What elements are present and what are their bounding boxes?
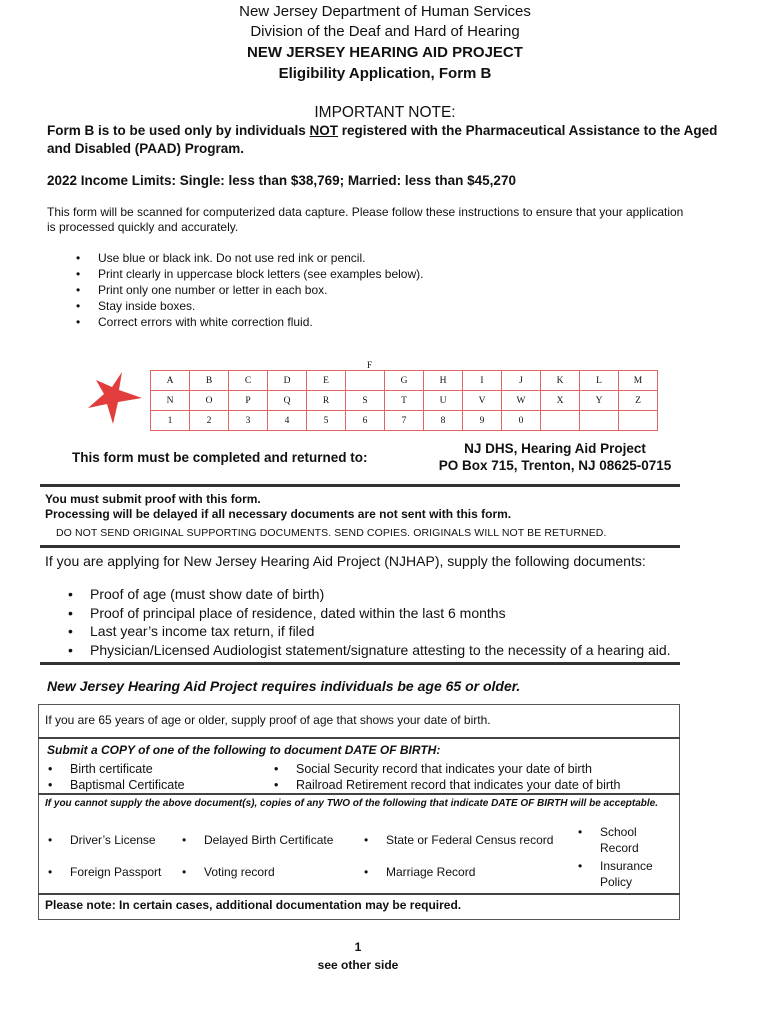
grid-cell: 0 bbox=[502, 411, 541, 431]
grid-row bbox=[151, 411, 658, 431]
list-item: • Marriage Record bbox=[364, 865, 475, 879]
divider bbox=[38, 737, 680, 739]
grid-cell: 4 bbox=[268, 411, 307, 431]
grid-cell bbox=[580, 411, 619, 431]
list-item: • Use blue or black ink. Do not use red ink or pencil. bbox=[76, 250, 423, 266]
alt-docs-heading: If you cannot supply the above document(s), copies of any TWO of the following that indicate DATE OF BIRTH will be acceptable. bbox=[45, 798, 659, 809]
list-item: • Driver’s License bbox=[48, 833, 156, 847]
division-name: Division of the Deaf and Hard of Hearing bbox=[250, 23, 520, 40]
list-item: • State or Federal Census record bbox=[364, 833, 553, 847]
list-item: • Last year’s income tax return, if filed bbox=[68, 622, 671, 641]
divider bbox=[38, 893, 680, 895]
divider bbox=[40, 484, 680, 487]
grid-cell: 1 bbox=[151, 411, 190, 431]
njhap-docs-intro: If you are applying for New Jersey Hearing Aid Project (NJHAP), supply the following documents: bbox=[45, 553, 646, 569]
important-note-title: IMPORTANT NOTE: bbox=[314, 104, 456, 121]
list-item: • Delayed Birth Certificate bbox=[182, 833, 333, 847]
list-item: • School Record bbox=[578, 824, 658, 856]
list-item: • Stay inside boxes. bbox=[76, 298, 423, 314]
list-item: • Foreign Passport bbox=[48, 865, 161, 879]
alt-docs-col4 bbox=[578, 824, 658, 890]
originals-warning: DO NOT SEND ORIGINAL SUPPORTING DOCUMENTS. SEND COPIES. ORIGINALS WILL NOT BE RETURNED. bbox=[56, 527, 607, 539]
grid-cell: G bbox=[385, 371, 424, 391]
grid-cell: Z bbox=[619, 391, 658, 411]
dob-copy-heading: Submit a COPY of one of the following to document DATE OF BIRTH: bbox=[47, 743, 441, 757]
grid-cell: C bbox=[229, 371, 268, 391]
divider bbox=[38, 793, 680, 795]
letter-example-grid bbox=[150, 370, 658, 431]
grid-cell: L bbox=[580, 371, 619, 391]
grid-cell: Y bbox=[580, 391, 619, 411]
grid-cell: 7 bbox=[385, 411, 424, 431]
grid-cell: 2 bbox=[190, 411, 229, 431]
grid-cell: A bbox=[151, 371, 190, 391]
grid-row bbox=[151, 391, 658, 411]
grid-cell: W bbox=[502, 391, 541, 411]
grid-cell: 3 bbox=[229, 411, 268, 431]
grid-cell: V bbox=[463, 391, 502, 411]
instruction-list bbox=[76, 250, 423, 330]
dob-docs-col2 bbox=[274, 761, 620, 793]
list-item: • Proof of age (must show date of birth) bbox=[68, 585, 671, 604]
please-note: Please note: In certain cases, additional documentation may be required. bbox=[45, 898, 462, 912]
divider bbox=[40, 545, 680, 548]
alt-docs-row1-col3 bbox=[364, 833, 553, 847]
grid-label-f: F bbox=[367, 360, 373, 370]
see-other-side: see other side bbox=[317, 958, 399, 972]
grid-cell: J bbox=[502, 371, 541, 391]
star-icon bbox=[86, 372, 144, 424]
grid-cell: R bbox=[307, 391, 346, 411]
grid-cell bbox=[619, 411, 658, 431]
grid-cell: T bbox=[385, 391, 424, 411]
grid-cell: O bbox=[190, 391, 229, 411]
grid-cell bbox=[541, 411, 580, 431]
list-item: • Birth certificate bbox=[48, 761, 185, 777]
project-title: NEW JERSEY HEARING AID PROJECT bbox=[247, 44, 523, 61]
list-item: • Print only one number or letter in each box. bbox=[76, 282, 423, 298]
grid-cell: E bbox=[307, 371, 346, 391]
grid-cell: N bbox=[151, 391, 190, 411]
income-limits: 2022 Income Limits: Single: less than $38,769; Married: less than $45,270 bbox=[47, 173, 516, 188]
grid-cell: Q bbox=[268, 391, 307, 411]
grid-cell: S bbox=[346, 391, 385, 411]
return-address-line1: NJ DHS, Hearing Aid Project bbox=[464, 441, 646, 456]
list-item: • Physician/Licensed Audiologist statement/signature attesting to the necessity of a hearing aid. bbox=[68, 641, 671, 660]
list-item: • Baptismal Certificate bbox=[48, 777, 185, 793]
grid-cell: 9 bbox=[463, 411, 502, 431]
processing-warning: Processing will be delayed if all necessary documents are not sent with this form. bbox=[45, 507, 512, 521]
njhap-docs-list bbox=[68, 585, 671, 659]
grid-cell: 8 bbox=[424, 411, 463, 431]
alt-docs-row1-col1 bbox=[48, 833, 156, 847]
agency-name: New Jersey Department of Human Services bbox=[239, 3, 531, 20]
alt-docs-row2-col3 bbox=[364, 865, 475, 879]
grid-cell: M bbox=[619, 371, 658, 391]
grid-cell: U bbox=[424, 391, 463, 411]
list-item: • Insurance Policy bbox=[578, 858, 658, 890]
grid-row bbox=[151, 371, 658, 391]
scan-instructions: This form will be scanned for computerized data capture. Please follow these instructions to ensure that your application is processed quickly and accurately. bbox=[47, 205, 684, 234]
list-item: • Print clearly in uppercase block letters (see examples below). bbox=[76, 266, 423, 282]
grid-cell: I bbox=[463, 371, 502, 391]
list-item: • Correct errors with white correction fluid. bbox=[76, 314, 423, 330]
grid-cell: 5 bbox=[307, 411, 346, 431]
grid-cell: B bbox=[190, 371, 229, 391]
grid-cell bbox=[346, 371, 385, 391]
alt-docs-row2-col1 bbox=[48, 865, 161, 879]
grid-cell: X bbox=[541, 391, 580, 411]
age-requirement: New Jersey Hearing Aid Project requires individuals be age 65 or older. bbox=[47, 678, 521, 694]
return-address-line2: PO Box 715, Trenton, NJ 08625-0715 bbox=[438, 458, 672, 473]
grid-cell: H bbox=[424, 371, 463, 391]
grid-cell: P bbox=[229, 391, 268, 411]
age-proof-line: If you are 65 years of age or older, supply proof of age that shows your date of birth. bbox=[45, 713, 491, 727]
form-title: Eligibility Application, Form B bbox=[278, 65, 492, 82]
list-item: • Railroad Retirement record that indicates your date of birth bbox=[274, 777, 620, 793]
dob-docs-col1 bbox=[48, 761, 185, 793]
alt-docs-row1-col2 bbox=[182, 833, 333, 847]
grid-cell: K bbox=[541, 371, 580, 391]
important-note-text: Form B is to be used only by individuals NOT registered with the Pharmaceutical Assistance to the Aged and Disabled (PAAD) Program. bbox=[47, 123, 718, 156]
list-item: • Voting record bbox=[182, 865, 275, 879]
list-item: • Proof of principal place of residence, dated within the last 6 months bbox=[68, 604, 671, 623]
grid-cell: D bbox=[268, 371, 307, 391]
list-item: • Social Security record that indicates your date of birth bbox=[274, 761, 620, 777]
alt-docs-row2-col2 bbox=[182, 865, 275, 879]
return-label: This form must be completed and returned to: bbox=[72, 450, 368, 465]
divider bbox=[40, 662, 680, 665]
grid-cell: 6 bbox=[346, 411, 385, 431]
page-number: 1 bbox=[354, 940, 362, 954]
proof-required: You must submit proof with this form. bbox=[45, 492, 261, 506]
